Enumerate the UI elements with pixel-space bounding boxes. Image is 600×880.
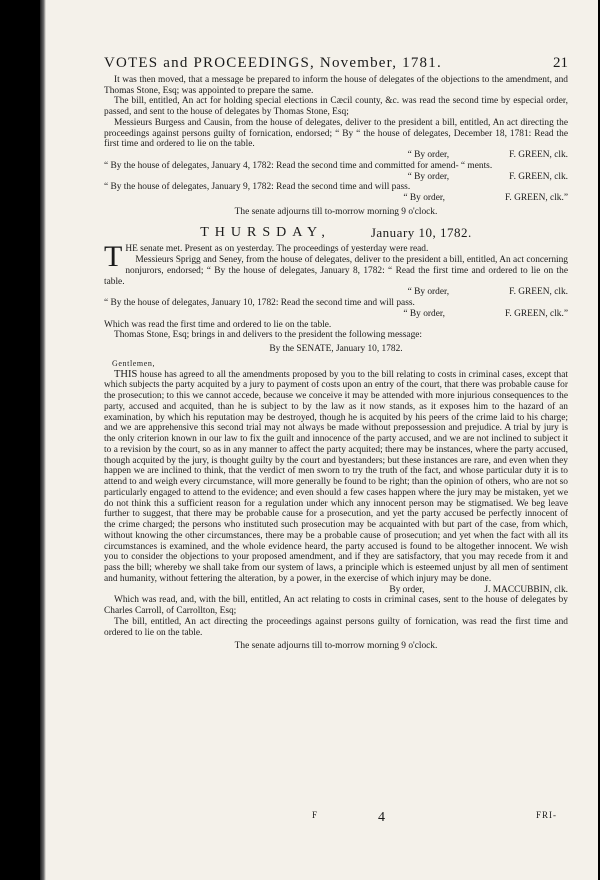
paragraph: “ By the house of delegates, January 10, 1782: Read the second time and will pass. — [104, 298, 415, 308]
clerk-name: F. GREEN, clk.” — [504, 308, 568, 319]
paragraph: “ By the house of delegates, January 9, 1782: Read the second time and will pass. — [104, 182, 411, 193]
signature-mark: F — [312, 810, 318, 820]
clerk-name: F. GREEN, clk.” — [504, 193, 568, 203]
drop-cap: T — [104, 240, 123, 274]
order-signature — [104, 193, 568, 204]
page-number: 21 — [553, 55, 568, 71]
message-body — [104, 370, 568, 585]
paragraph: Messieurs Sprigg and Seney, from the house of delegates, deliver to the president a bill, entitled, An act concerning nonjurors, endorsed; “ By the house of delegates, January 8, 1782: “ Read the first time and ordered to lie on the table. — [104, 255, 568, 287]
ink-mark: 4 — [378, 810, 385, 825]
running-header — [104, 55, 568, 71]
by-order: “ By order, — [407, 287, 450, 298]
by-order: By order, — [389, 584, 425, 595]
order-signature — [104, 309, 568, 320]
paragraph: Thomas Stone, Esq; brings in and delivers to the president the following message: — [114, 330, 423, 341]
paragraph: Which was read, and, with the bill, entitled, An act relating to costs in criminal cases, sent to the house of delegates by Charles Carroll, of Carrollton, Esq; — [104, 595, 568, 616]
clerk-name: J. MACCUBBIN, clk. — [484, 584, 568, 595]
by-order: “ By order, — [407, 150, 450, 160]
adjournment: The senate adjourns till to-morrow morning 9 o'clock. — [234, 206, 438, 217]
paragraph: Messieurs Burgess and Causin, from the house of delegates, deliver to the president a bill, entitled, An act directing the proceedings against persons guilty of fornication, endorsed; “ By “ the house of delegates, December 18, 1781: Read the first time and ordered to lie on the table. — [104, 117, 568, 150]
order-signature — [104, 172, 568, 183]
message-text: house has agreed to all the amendments proposed by you to the bill relating to costs in criminal cases, except that which subjects the party acquited by a jury to payment of costs upon an entry of the court, that there was probable cause for the prosecution; to this we cannot accede, because we conceive it may be attended with more injurious consequences to the party, accused and acquited, than he is subject to by the law as it now stands, as it exposes him to the hazard of an examination, by which his reputation may be destroyed, though he is acquited by his peers of the crime laid to his charge; and we are apprehensive this second trial may not always be made without prepossession and prejudice. A trial by jury is the only criterion known in our law to fix the guilt and innocence of the party accused, and we are not inclined to subject it to a revision by the court, so as in any manner to affect the party acquited; there may be instances, where the party accused, though acquited by the jury, is thought guilty by the court and byestanders; but these instances are rare, and even when they happen we are inclined to think, that the verdict of men sworn to try the truth of the fact, and whose particular duty it is to attend to and weigh every circumstance, will more generally be found to be right; than the opinion of others, who are not so particularly engaged to attend to the evidence; and even should a few cases happen where the jury may be mistaken, yet we do not think this a sufficient reason for a regulation under which any innocent person may be stigmatised. We beg leave further to suggest, that there may be probable cause for a prosecution, and yet the party accused be perfectly innocent of the crime charged; the persons who instituted such prosecution may be acquainted with but part of the case, from which, without knowing the other circumstances, there may be a probable cause of prosecution; and yet when the fact with all its circumstances is examined, and the whole evidence heard, the party accused is found to be altogether innocent. We wish you to consider the objections to your proposed amendment, and if they are satisfactory, that you may recede from it and pass the bill; whereby we shall take from our system of laws, a principle which is esteemed unjust by all men of sentiment and humanity, without fettering the alteration, by a power, in the exercise of which injury may be done. — [104, 369, 568, 584]
paragraph: Which was read the first time and ordered to lie on the table. — [104, 319, 332, 330]
catchword: FRI- — [536, 810, 558, 820]
salutation: Gentlemen, — [112, 358, 156, 368]
adjournment: The senate adjourns till to-morrow morning 9 o'clock. — [234, 641, 438, 652]
paragraph-text: HE senate met. Present as on yesterday. The proceedings of yesterday were read. — [125, 244, 429, 255]
order-signature — [104, 287, 568, 298]
clerk-name: F. GREEN, clk. — [509, 150, 568, 160]
by-order: “ By order, — [403, 193, 445, 203]
order-signature — [104, 150, 568, 161]
by-order: “ By order, — [403, 308, 445, 319]
message-first-word: THIS — [114, 368, 138, 380]
message-heading: By the SENATE, January 10, 1782. — [269, 344, 403, 354]
clerk-name: F. GREEN, clk. — [509, 287, 568, 298]
running-title: VOTES and PROCEEDINGS, November, 1781. — [104, 55, 442, 71]
day-title: THURSDAY, — [200, 224, 331, 240]
paragraph: The bill, entitled, An act for holding special elections in Cæcil county, &c. was read the second time by especial order, passed, and sent to the house of delegates by Thomas Stone, Esq; — [104, 96, 568, 117]
page-gutter-shadow — [40, 0, 46, 880]
order-signature — [104, 585, 568, 596]
day-date: January 10, 1782. — [370, 224, 472, 240]
paragraph: It was then moved, that a message be prepared to inform the house of delegates of the objections to the amendment, and Thomas Stone, Esq; was appointed to prepare the same. — [104, 74, 568, 96]
paragraph: The bill, entitled, An act directing the proceedings against persons guilty of fornication, was read the first time and ordered to lie on the table. — [104, 616, 568, 638]
document-page — [40, 0, 598, 880]
clerk-name: F. GREEN, clk. — [509, 171, 568, 182]
paragraph: “ By the house of delegates, January 4, 1782: Read the second time and committed for amend- “ ments. — [104, 160, 493, 171]
page-content — [104, 55, 568, 655]
by-order: “ By order, — [407, 171, 450, 182]
day-heading — [104, 224, 568, 240]
